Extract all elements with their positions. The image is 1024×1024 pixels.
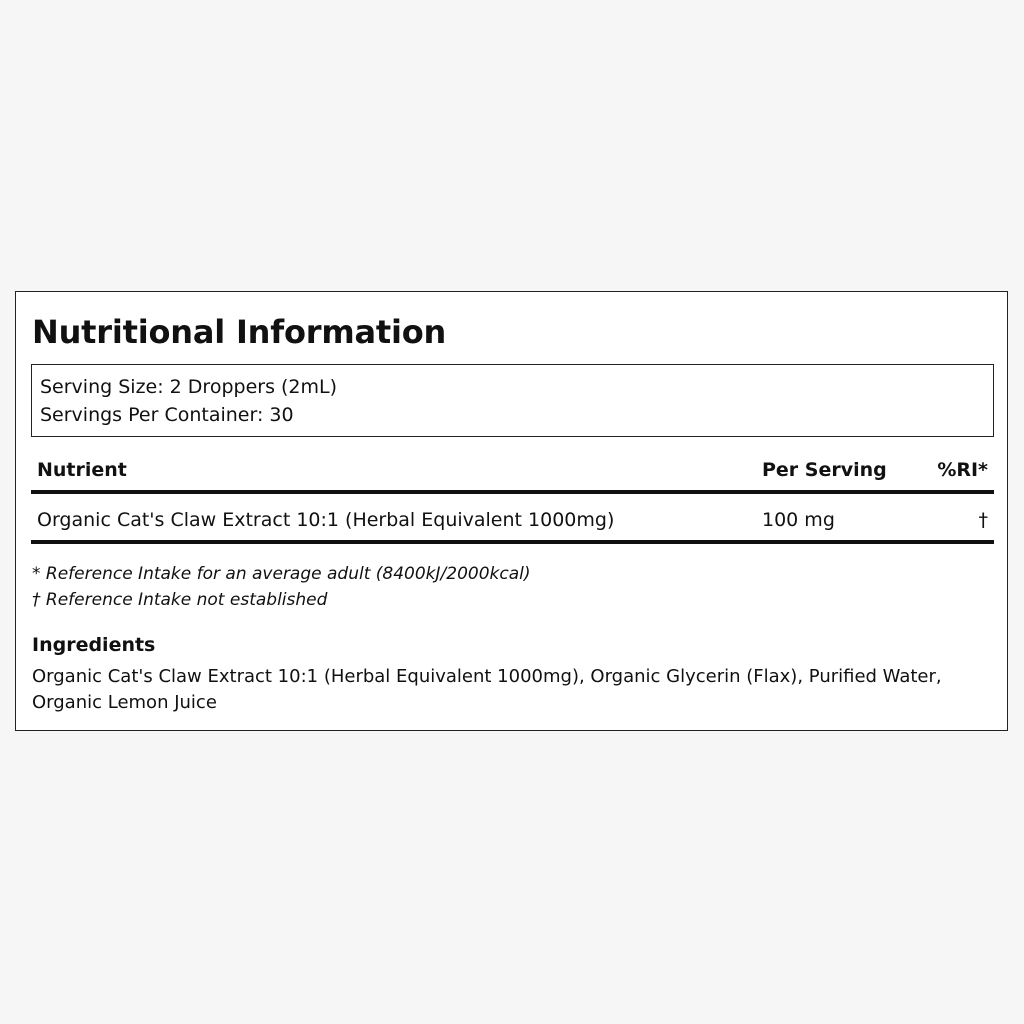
footnote-not-established: † Reference Intake not established xyxy=(32,590,328,610)
row-per-serving: 100 mg xyxy=(762,509,835,531)
ingredients-text: Organic Cat's Claw Extract 10:1 (Herbal Equivalent 1000mg), Organic Glycerin (Flax), Purified Water, Organic Lemon Juice xyxy=(32,666,942,713)
label-title: Nutritional Information xyxy=(32,313,447,351)
footnotes xyxy=(32,561,531,613)
row-ri: † xyxy=(978,509,988,531)
table-row xyxy=(31,494,994,544)
row-nutrient: Organic Cat's Claw Extract 10:1 (Herbal Equivalent 1000mg) xyxy=(37,509,615,531)
serving-size: Serving Size: 2 Droppers (2mL) xyxy=(40,376,338,398)
table-header-row xyxy=(31,452,994,494)
ingredients-heading: Ingredients xyxy=(32,634,156,656)
footnote-reference-intake: * Reference Intake for an average adult (8400kJ/2000kcal) xyxy=(32,564,531,584)
nutrition-label xyxy=(15,291,1008,731)
serving-info-box xyxy=(31,364,994,437)
header-per-serving: Per Serving xyxy=(762,459,887,481)
servings-per-container: Servings Per Container: 30 xyxy=(40,404,294,426)
header-ri: %RI* xyxy=(937,459,988,481)
nutrient-table xyxy=(31,452,994,544)
header-nutrient: Nutrient xyxy=(37,459,127,481)
